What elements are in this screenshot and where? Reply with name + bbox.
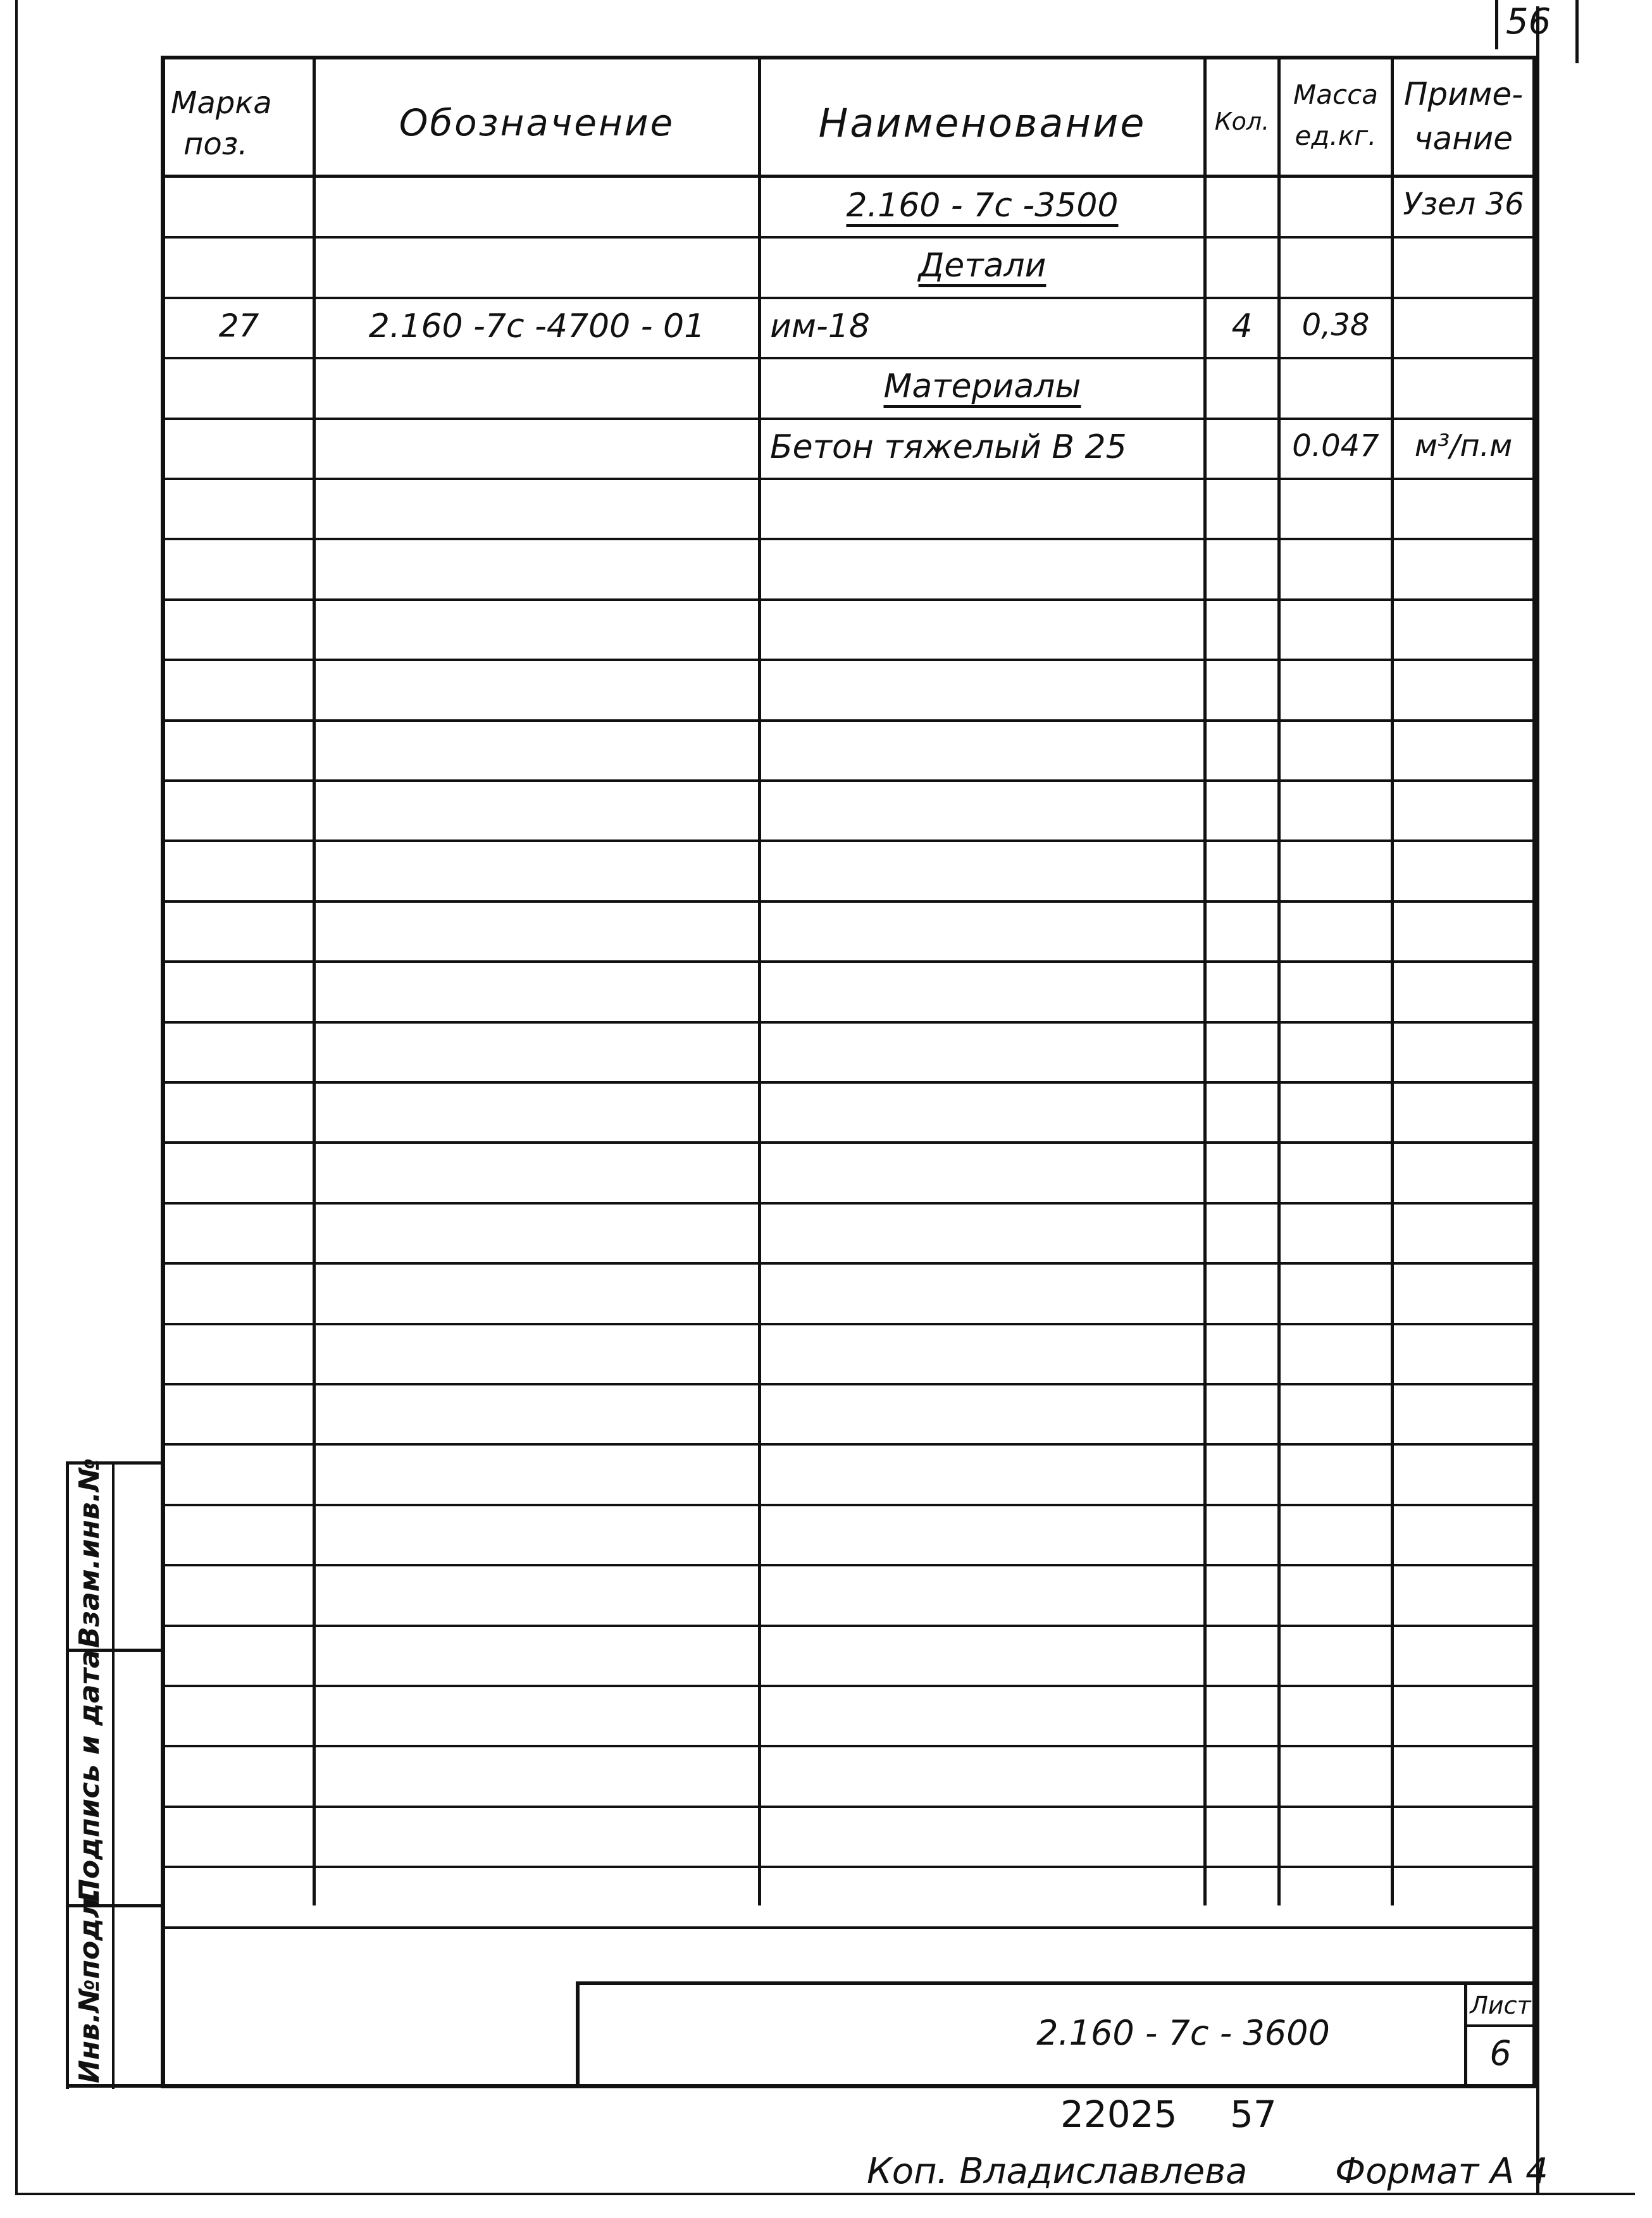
header-mass-line1: Масса [1293, 79, 1378, 110]
header-note-line1: Приме- [1403, 76, 1524, 113]
header-mass-line2: ед.кг. [1295, 120, 1377, 151]
row-separator [162, 1926, 1536, 1929]
title-block-left [576, 1981, 580, 2086]
stamp-inner-divider [112, 1461, 115, 2089]
header-qty: Кол. [1214, 108, 1270, 135]
cell-name: Материалы [883, 368, 1081, 406]
row-separator [162, 960, 1536, 963]
cell-name: Детали [918, 247, 1046, 285]
row-separator [162, 1745, 1536, 1747]
stamp-original-inventory-label: Инв.№подл. [73, 1887, 106, 2083]
cell-mass: 0,38 [1301, 307, 1370, 343]
row-separator [162, 478, 1536, 480]
cell-note: м³/п.м [1414, 428, 1513, 464]
header-name: Наименование [818, 100, 1146, 146]
cell-mark: 27 [218, 307, 259, 344]
row-separator [162, 779, 1536, 782]
title-block-sheet-divider [1464, 2024, 1535, 2027]
footer-archive-number: 22025 [1060, 2093, 1177, 2136]
title-block-top [577, 1981, 1536, 1985]
row-separator [162, 1504, 1536, 1506]
row-separator [162, 538, 1536, 540]
row-separator [162, 1625, 1536, 1627]
cell-name: Бетон тяжелый В 25 [770, 428, 1127, 466]
row-separator [162, 236, 1536, 239]
sheet-corner-number: 56 [1506, 1, 1551, 42]
title-sheet-label: Лист [1470, 1992, 1531, 2019]
row-separator [162, 1323, 1536, 1325]
row-separator [162, 839, 1536, 842]
footer-format: Формат А 4 [1335, 2151, 1548, 2192]
header-note-line2: чание [1413, 120, 1513, 157]
row-separator [162, 1081, 1536, 1084]
header-mark-line1: Марка [171, 85, 272, 121]
footer-copied-by: Коп. Владиславлева [867, 2151, 1248, 2192]
header-designation: Обозначение [399, 101, 675, 144]
row-separator [162, 598, 1536, 601]
row-separator [162, 659, 1536, 661]
row-separator [162, 357, 1536, 359]
stamp-replaced-inventory-label: Взам.инв.№ [73, 1458, 106, 1648]
row-separator [162, 1564, 1536, 1566]
row-separator [162, 297, 1536, 299]
row-separator [162, 1021, 1536, 1024]
header-mark-line2: поз. [183, 127, 248, 162]
row-separator [162, 719, 1536, 722]
stamp-bottom [66, 2084, 162, 2088]
row-separator [162, 1866, 1536, 1868]
cell-designation: 2.160 -7с -4700 - 01 [368, 307, 705, 345]
row-separator [162, 418, 1536, 420]
stamp-signature-date-label: Подпись и дата [73, 1649, 106, 1902]
title-document-code: 2.160 - 7с - 3600 [1036, 2013, 1330, 2053]
cell-qty: 4 [1231, 307, 1253, 345]
title-sheet-number: 6 [1489, 2033, 1512, 2073]
row-separator [162, 1383, 1536, 1385]
row-separator [162, 1262, 1536, 1265]
row-separator [162, 1685, 1536, 1687]
stamp-outer-left [66, 1461, 69, 2089]
row-separator [162, 900, 1536, 903]
cell-name: им-18 [770, 307, 870, 345]
row-separator [162, 1443, 1536, 1446]
footer-archive-suffix: 57 [1230, 2093, 1277, 2136]
row-separator [162, 1806, 1536, 1808]
cell-note: Узел 36 [1403, 187, 1524, 222]
row-separator [162, 1141, 1536, 1144]
cell-name: 2.160 - 7с -3500 [846, 187, 1119, 225]
cell-mass: 0.047 [1292, 428, 1379, 464]
row-separator [162, 1202, 1536, 1205]
